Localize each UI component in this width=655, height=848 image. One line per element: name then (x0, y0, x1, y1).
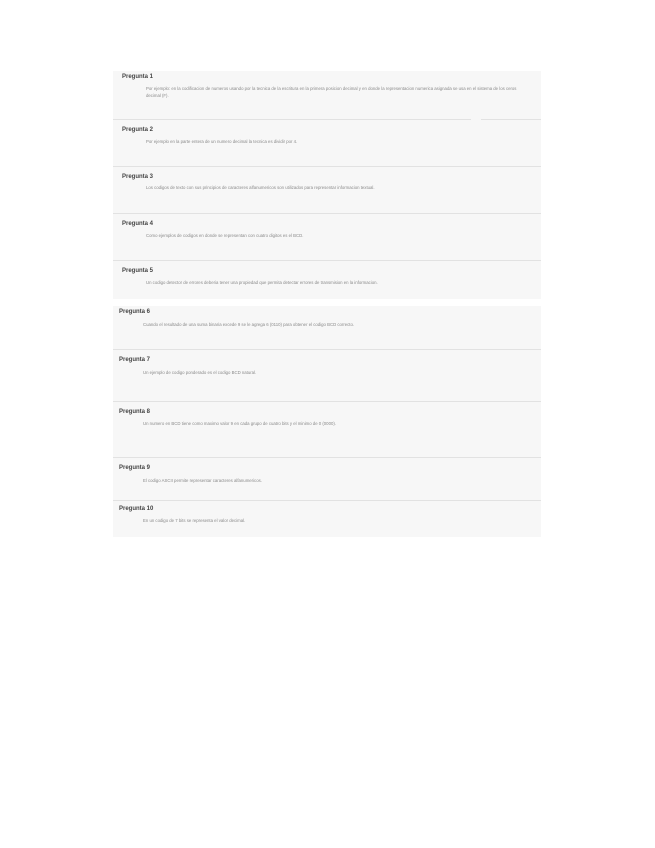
question-title: Pregunta 1 (122, 74, 154, 80)
question-text: Un ejemplo de codigo ponderado es el codigo BCD natural. (143, 370, 257, 375)
question-item (113, 71, 541, 120)
question-text: Un numero en BCD tiene como maximo valor 9 en cada grupo de cuatro bits y el minimo de 0 (0000). (143, 421, 336, 426)
question-title: Pregunta 3 (122, 174, 154, 180)
question-text: En un codigo de 7 bits se representa el valor decimal. (143, 518, 246, 523)
question-text: Un codigo detector de errores deberia tener una propiedad que permita detectar errores de transmision en la informacion. (146, 280, 378, 285)
question-item (113, 214, 541, 260)
questions-block-upper (113, 71, 541, 299)
question-item (113, 501, 541, 537)
question-item (113, 402, 541, 457)
question-item (113, 458, 541, 500)
question-text: Como ejemplos de codigos en donde se representan con cuatro digitos es el BCD. (146, 233, 304, 238)
question-item (113, 120, 541, 166)
question-title: Pregunta 8 (119, 409, 151, 415)
question-title: Pregunta 7 (119, 357, 151, 363)
question-item (113, 167, 541, 213)
question-title: Pregunta 6 (119, 309, 151, 315)
question-text: Los codigos de texto con sus principios de caracteres alfanumericos son utilizados para representar informacion textual. (146, 185, 375, 190)
question-item (113, 261, 541, 299)
question-text: Por ejemplo: en la codificacion de numeros usando por la tecnica de la escritura en la primera posicion decimal y en donde la representacion numerica asignada se usa en el sistema de los ceros decimal (F). (146, 86, 517, 98)
question-title: Pregunta 10 (119, 506, 154, 512)
question-text: Por ejemplo en la parte entera de un numero decimal la tecnica es dividir por 4. (146, 139, 298, 144)
question-title: Pregunta 9 (119, 465, 151, 471)
question-text: Cuando el resultado de una suma binaria excede 9 se le agrega 6 (0110) para obtener el codigo BCD correcto. (143, 322, 355, 327)
question-title: Pregunta 4 (122, 221, 154, 227)
question-title: Pregunta 5 (122, 268, 154, 274)
question-item (113, 350, 541, 401)
question-item (113, 306, 541, 349)
question-text: El codigo ASCII permite representar caracteres alfanumericos. (143, 478, 262, 483)
question-title: Pregunta 2 (122, 127, 154, 133)
questions-block-lower (113, 306, 541, 537)
